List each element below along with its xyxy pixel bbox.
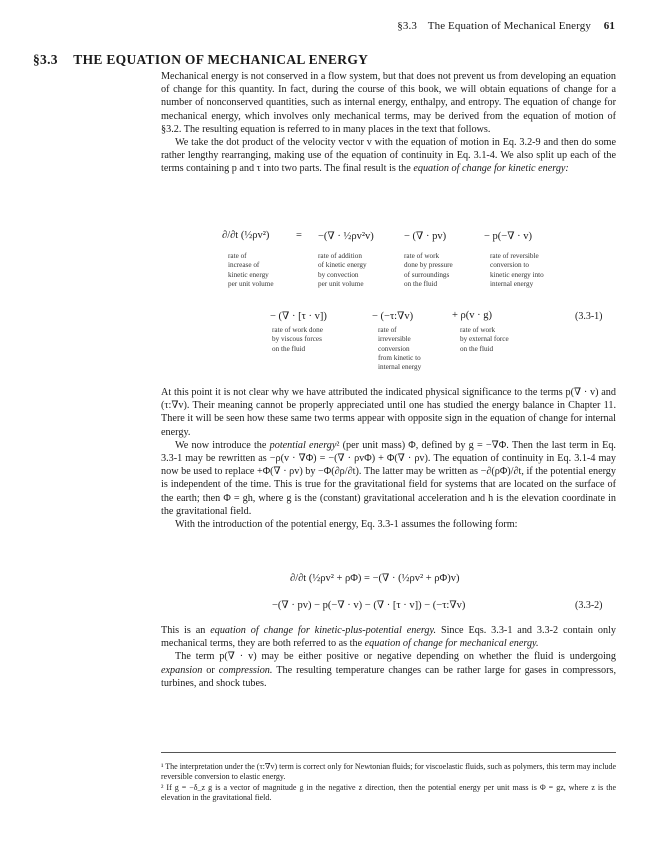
paragraph-6-emphasis-1: equation of change for kinetic-plus-potential energy. (210, 625, 437, 636)
label-line: by external force (460, 335, 509, 344)
label-line: internal energy (490, 279, 534, 288)
paragraph-6-text-2: Since Eqs. 3.3-1 and 3.3-2 contain only mechanical terms, they are both referred to as the (161, 625, 617, 650)
paragraph-4 (161, 439, 616, 518)
label-line: rate of addition (318, 252, 362, 260)
label-line: conversion to (490, 261, 529, 270)
discussion-block (161, 386, 616, 531)
footnote-2: ² If g = −δ_z g is a vector of magnitude g in the negative z direction, then the potential energy per unit mass is Φ = gz, where z is the elevation in the gravitational field. (161, 782, 616, 803)
label-line: rate of (378, 326, 397, 334)
paragraph-6-emphasis-2: equation of change for mechanical energy. (364, 638, 539, 650)
paragraph-2-text: We take the dot product of the velocity vector v with the equation of motion in Eq. 3.2-9 and then do some rather lengthy rearranging, making use of the equation of continuity in Eq. 3.1-4. We also split up each of the terms containing p and τ into two parts. The final result is the (161, 137, 616, 175)
eq1-label-viscous-work (272, 326, 323, 354)
label-line: rate of reversible (490, 252, 539, 260)
footnote-rule (161, 752, 616, 753)
paragraph-2 (161, 136, 616, 176)
paragraph-7-text-2: or (206, 664, 215, 676)
eq2-number: (3.3-2) (575, 600, 603, 611)
eq1-term-lhs: ∂/∂t (½ρv²) (222, 230, 270, 241)
page-number: 61 (603, 20, 615, 32)
paragraph-1: Mechanical energy is not conserved in a flow system, but that does not prevent us from developing an equation of change for this quantity. In fact, during the course of this book, we will obtain equations of change for a number of nonconserved quantities, such as internal energy, enthalpy, and entropy. The equation of change for mechanical energy, which involves only mechanical terms, may be derived from the equation of motion of §3.2. The resulting equation is referred to in many places in the text that follows. (161, 71, 616, 135)
section-heading (33, 52, 368, 68)
eq1-label-gravity (460, 326, 509, 354)
label-line: by convection (318, 270, 359, 279)
eq1-label-pressure (404, 252, 453, 289)
label-line: on the fluid (404, 279, 438, 288)
label-line: per unit volume (318, 279, 364, 288)
label-line: conversion (378, 344, 410, 353)
eq1-label-reversible (490, 252, 544, 289)
eq1-term-gravity: + ρ(v · g) (452, 310, 493, 321)
label-line: on the fluid (272, 344, 306, 353)
eq1-label-irreversible (378, 326, 421, 372)
label-line: kinetic energy into (490, 270, 544, 279)
paragraph-4-text-2: ² (per unit mass) Φ, defined by g = −∇Φ. Then the last term in Eq. 3.3-1 may be rewritten as −ρ(v · ∇Φ) = −(∇ · ρvΦ) + Φ(∇ · ρv). The equation of continuity in Eq. 3.1-4 may now be used to replace +Φ(∇ · ρv) by −Φ(∂ρ/∂t). The latter may be written as −∂(ρΦ)/∂t, if the potential energy is independent of the time. This is true for the gravitational field for systems that are located on the surface of the earth; then Φ = gh, where g is the (constant) gravitational acceleration and h is the elevation coordinate in the gravitational field. (161, 439, 616, 517)
eq2-line-2: −(∇ · pv) − p(−∇ · v) − (∇ · [τ · v]) − (−τ:∇v) (272, 600, 466, 611)
paragraph-6-text: This is an (161, 625, 206, 636)
label-line: kinetic energy (228, 270, 269, 279)
paragraph-6 (161, 624, 616, 650)
paragraph-2-emphasis: equation of change for kinetic energy: (413, 163, 569, 175)
eq1-term-reversible: − p(−∇ · v) (484, 231, 533, 242)
label-line: irreversible (378, 335, 411, 344)
paragraph-4-emphasis: potential energy (269, 439, 337, 451)
label-line: by viscous forces (272, 335, 322, 344)
eq1-number: (3.3-1) (575, 311, 603, 322)
label-line: increase of (228, 261, 260, 270)
label-line: of surroundings (404, 270, 450, 279)
running-head (397, 20, 615, 32)
running-head-title: The Equation of Mechanical Energy (427, 20, 591, 32)
closing-block (161, 624, 616, 690)
eq1-term-pressure: − (∇ · pv) (404, 231, 447, 242)
paragraph-7-text: The term p(∇ · v) may be either positive or negative depending on whether the fluid is undergoing (175, 651, 616, 663)
label-line: internal energy (378, 363, 422, 372)
paragraph-7-emphasis-2: compression. (218, 664, 273, 676)
section-number: §3.3 (33, 52, 58, 67)
label-line: on the fluid (460, 344, 494, 353)
eq2-line-1: ∂/∂t (½ρv² + ρΦ) = −(∇ · (½ρv² + ρΦ)v) (290, 573, 460, 584)
label-line: from kinetic to (378, 353, 421, 362)
paragraph-7 (161, 650, 616, 690)
intro-block (161, 70, 616, 176)
label-line: rate of work (460, 326, 496, 334)
paragraph-5: With the introduction of the potential energy, Eq. 3.3-1 assumes the following form: (175, 519, 518, 531)
paragraph-7-emphasis-1: expansion (161, 664, 203, 676)
eq1-equals: = (296, 230, 302, 241)
label-line: rate of work done (272, 326, 323, 334)
eq1-term-viscous-work: − (∇ · [τ · v]) (270, 311, 327, 322)
label-line: rate of work (404, 252, 440, 260)
paragraph-7-text-3: The resulting temperature changes can be rather large for gases in compressors, turbines, and shock tubes. (161, 664, 616, 689)
section-title: THE EQUATION OF MECHANICAL ENERGY (73, 52, 369, 67)
paragraph-4-text: We now introduce the (175, 439, 267, 451)
footnote-1: ¹ The interpretation under the (τ:∇v) term is correct only for Newtonian fluids; for viscoelastic fluids, such as polymers, this term may include reversible conversion to elastic energy. (161, 762, 616, 782)
eq1-term-convection: −(∇ · ½ρv²v) (318, 231, 374, 242)
label-line: per unit volume (228, 279, 274, 288)
label-line: done by pressure (404, 261, 453, 270)
eq1-label-convection (318, 252, 367, 289)
eq1-label-lhs (228, 252, 274, 289)
eq1-term-irreversible: − (−τ:∇v) (372, 311, 414, 322)
label-line: rate of (228, 252, 247, 260)
running-head-section: §3.3 (397, 20, 417, 32)
footnotes (161, 762, 616, 804)
paragraph-3: At this point it is not clear why we have attributed the indicated physical significance to the terms p(∇ · v) and (τ:∇v). Their meaning cannot be properly appreciated until one has studied the energy balance in Chapter 11. There it will be seen how these same two terms appear with opposite sign in the equation of change for internal energy. (161, 387, 616, 438)
label-line: of kinetic energy (318, 261, 367, 270)
